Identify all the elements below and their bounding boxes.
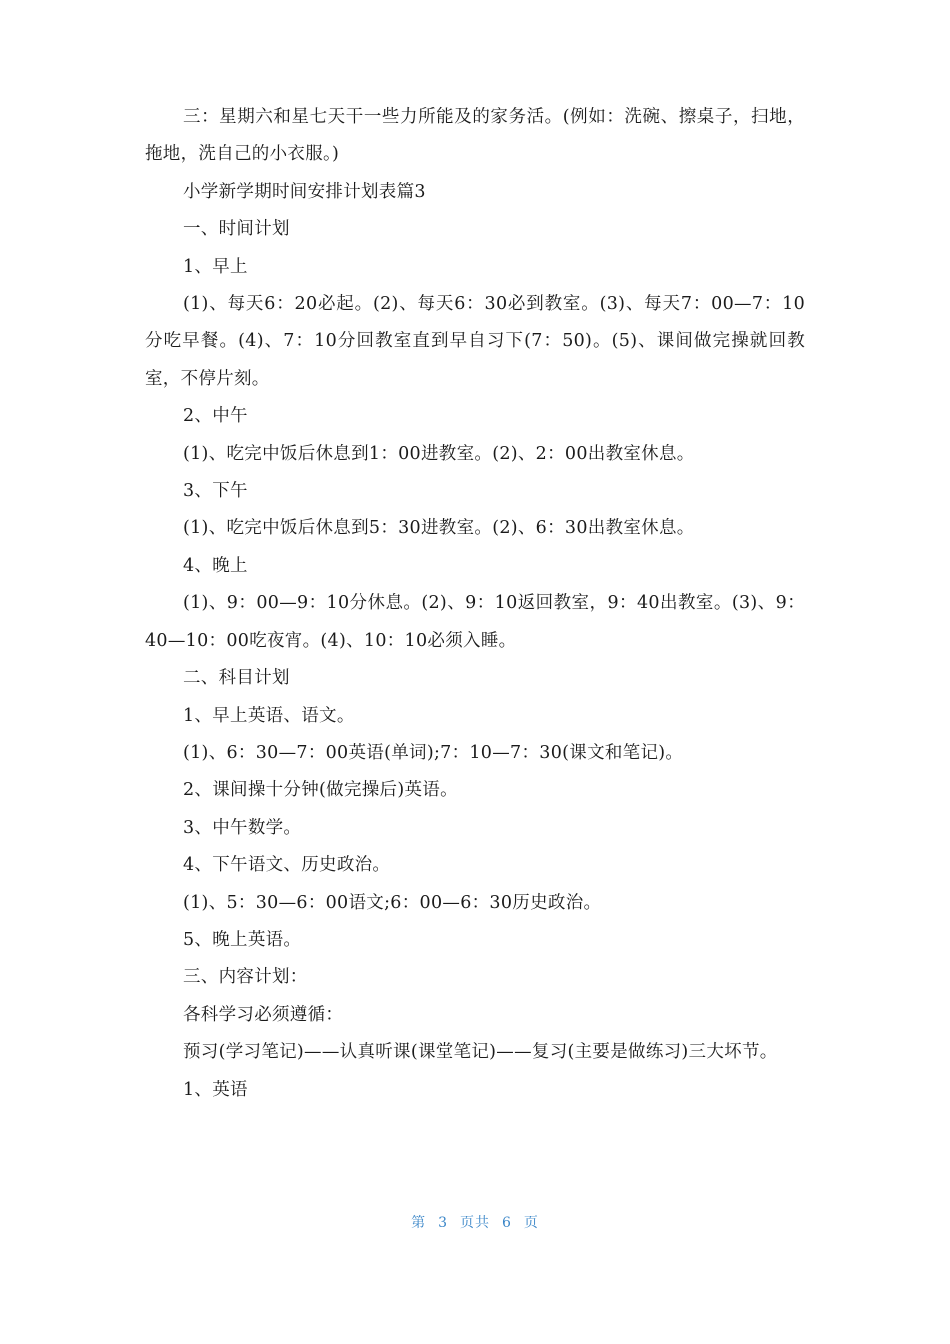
subheading: 4、晚上 xyxy=(183,555,248,576)
paragraph: (1)、吃完中饭后休息到5：30进教室。(2)、6：30出教室休息。 xyxy=(183,518,695,539)
footer-di: 第 xyxy=(411,1215,427,1231)
subheading: 2、课间操十分钟(做完操后)英语。 xyxy=(183,780,458,801)
paragraph: 各科学习必须遵循： xyxy=(183,1004,344,1025)
subheading: 5、晚上英语。 xyxy=(183,929,302,950)
heading: 一、时间计划 xyxy=(183,219,290,240)
paragraph: (1)、6：30—7：00英语(单词);7：10—7：30(课文和笔记)。 xyxy=(183,742,684,763)
paragraph: 三：星期六和星七天干一些力所能及的家务活。(例如：洗碗、擦桌子，扫地，拖地，洗自己的小衣服。) xyxy=(145,107,805,165)
subheading: 3、中午数学。 xyxy=(183,817,302,838)
subheading: 2、中午 xyxy=(183,406,248,427)
footer-total-pages: 6 xyxy=(502,1215,512,1231)
footer-current-page: 3 xyxy=(438,1215,448,1231)
paragraph: (1)、9：00—9：10分休息。(2)、9：10返回教室，9：40出教室。(3)、9：40—10：00吃夜宵。(4)、10：10必须入睡。 xyxy=(145,593,805,651)
footer-ye-gong: 页共 xyxy=(460,1215,490,1231)
subheading: 3、下午 xyxy=(183,481,248,502)
subheading: 1、早上 xyxy=(183,256,248,277)
paragraph: (1)、每天6：20必起。(2)、每天6：30必到教室。(3)、每天7：00—7：10分吃早餐。(4)、7：10分回教室直到早自习下(7：50)。(5)、课间做完操就回教室，不停片刻。 xyxy=(145,294,805,389)
page-footer xyxy=(0,1212,950,1232)
heading: 三、内容计划： xyxy=(183,967,308,988)
paragraph: (1)、5：30—6：00语文;6：00—6：30历史政治。 xyxy=(183,892,602,913)
document-body xyxy=(145,99,805,1109)
paragraph: (1)、吃完中饭后休息到1：00进教室。(2)、2：00出教室休息。 xyxy=(183,443,695,464)
subheading: 1、早上英语、语文。 xyxy=(183,705,355,726)
paragraph: 预习(学习笔记)——认真听课(课堂笔记)——复习(主要是做练习)三大坏节。 xyxy=(183,1042,778,1063)
subheading: 4、下午语文、历史政治。 xyxy=(183,855,391,876)
footer-ye: 页 xyxy=(523,1215,539,1231)
section-title: 小学新学期时间安排计划表篇3 xyxy=(183,181,426,202)
heading: 二、科目计划 xyxy=(183,668,290,689)
subheading: 1、英语 xyxy=(183,1079,248,1100)
